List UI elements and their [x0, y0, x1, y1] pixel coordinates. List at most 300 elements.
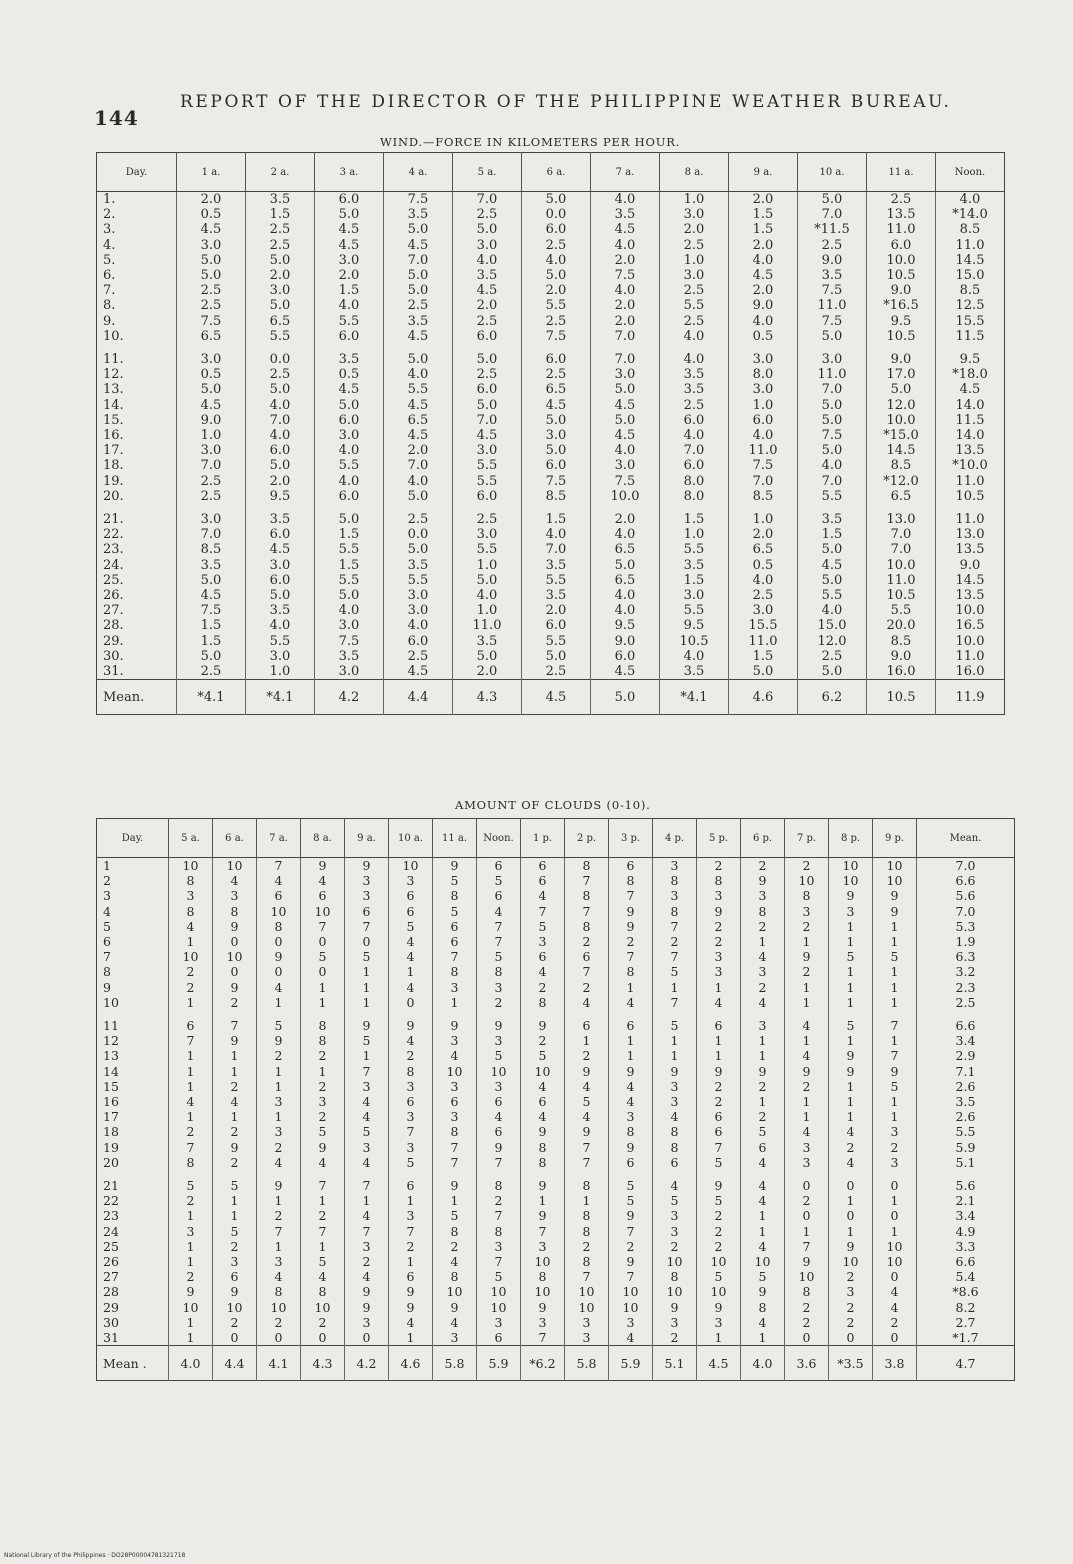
clouds-value-cell: 4 — [301, 1269, 345, 1284]
clouds-value-cell: 8 — [169, 904, 213, 919]
clouds-day-cell: 31 — [97, 1330, 169, 1346]
clouds-value-cell: 1 — [697, 980, 741, 995]
clouds-value-cell: 3 — [433, 1109, 477, 1124]
wind-value-cell: 3.5 — [660, 367, 729, 382]
wind-value-cell: 5.5 — [384, 573, 453, 588]
clouds-value-cell: 9 — [829, 1064, 873, 1079]
wind-mean-cell: 4.2 — [315, 680, 384, 715]
clouds-value-cell: 2 — [741, 980, 785, 995]
wind-value-cell: 7.0 — [798, 382, 867, 397]
clouds-value-cell: 8.2 — [955, 1299, 976, 1315]
clouds-value-cell: 7 — [653, 995, 697, 1010]
clouds-value-cell: 3 — [521, 1239, 565, 1254]
clouds-value-cell: 4 — [741, 1239, 785, 1254]
wind-value-cell: 2.0 — [729, 238, 798, 253]
clouds-value-cell: 6 — [433, 934, 477, 949]
clouds-value-cell: 0 — [873, 1208, 917, 1223]
clouds-value-cell: 5 — [477, 1048, 521, 1063]
wind-value-cell: 3.5 — [453, 268, 522, 283]
clouds-value-cell: 1 — [741, 1208, 785, 1223]
wind-value-cell: 3.5 — [246, 192, 315, 208]
wind-value-cell: 1.5 — [315, 558, 384, 573]
clouds-value-cell: 6 — [477, 888, 521, 903]
wind-value-cell: 7.5 — [798, 314, 867, 329]
wind-value-cell: 3.0 — [246, 558, 315, 573]
wind-value-cell: 1.5 — [729, 222, 798, 237]
wind-value-cell: 3.5 — [453, 634, 522, 649]
clouds-value-cell: 6 — [301, 888, 345, 903]
wind-value-cell: 5.0 — [384, 283, 453, 298]
wind-value-cell: 11.0 — [729, 443, 798, 458]
clouds-value-cell: 10 — [873, 873, 917, 888]
wind-value-cell: 10.5 — [867, 329, 936, 344]
wind-value-cell: 3.0 — [315, 664, 384, 680]
wind-value-cell: 3.0 — [453, 443, 522, 458]
clouds-value-cell: 3 — [653, 1094, 697, 1109]
wind-value-cell: 3.5 — [660, 382, 729, 397]
clouds-value-cell: 6 — [697, 1010, 741, 1033]
clouds-value-cell: 9 — [741, 873, 785, 888]
clouds-value-cell: 9 — [565, 1064, 609, 1079]
clouds-value-cell: 9 — [213, 919, 257, 934]
clouds-value-cell: 9 — [873, 1064, 917, 1079]
clouds-value-cell: 1 — [213, 1064, 257, 1079]
clouds-value-cell: 8 — [741, 1300, 785, 1315]
wind-value-cell: 6.0 — [522, 618, 591, 633]
wind-value-cell: 2.0 — [660, 222, 729, 237]
clouds-value-cell: 6 — [609, 1155, 653, 1170]
wind-value-cell: 2.0 — [315, 268, 384, 283]
wind-value-cell: 9.5 — [959, 352, 981, 368]
wind-value-cell: 4.0 — [591, 443, 660, 458]
clouds-value-cell: 10 — [477, 1284, 521, 1299]
clouds-mean-cell: 5.8 — [433, 1346, 477, 1381]
clouds-value-cell: 1 — [609, 980, 653, 995]
wind-value-cell: 7.5 — [591, 268, 660, 283]
clouds-value-cell: 4 — [697, 995, 741, 1010]
wind-value-cell: 1.0 — [453, 558, 522, 573]
clouds-value-cell: 5 — [213, 1224, 257, 1239]
clouds-value-cell: 2 — [873, 1140, 917, 1155]
wind-row — [97, 382, 1005, 397]
wind-value-cell: 2.0 — [384, 443, 453, 458]
clouds-row — [97, 949, 1015, 964]
wind-value-cell: 4.0 — [660, 344, 729, 367]
clouds-value-cell: 10 — [477, 1300, 521, 1315]
wind-value-cell: 5.0 — [522, 649, 591, 664]
wind-value-cell: 9.0 — [177, 413, 246, 428]
wind-value-cell: 7.0 — [867, 542, 936, 557]
clouds-value-cell: 5 — [301, 949, 345, 964]
clouds-day-cell: 11 — [97, 1010, 169, 1033]
clouds-value-cell: 2 — [785, 964, 829, 979]
wind-value-cell: 4.5 — [384, 329, 453, 344]
clouds-value-cell: 3 — [609, 1109, 653, 1124]
clouds-row — [97, 995, 1015, 1010]
clouds-value-cell: 10 — [829, 873, 873, 888]
clouds-value-cell: 1 — [697, 1033, 741, 1048]
clouds-value-cell: 3 — [433, 1033, 477, 1048]
wind-value-cell: 6.0 — [453, 382, 522, 397]
clouds-value-cell: 7 — [873, 1010, 917, 1033]
wind-value-cell: 2.5 — [177, 474, 246, 489]
clouds-value-cell: 3 — [609, 1315, 653, 1330]
clouds-value-cell: 8 — [565, 1208, 609, 1223]
clouds-value-cell: 8 — [697, 873, 741, 888]
clouds-value-cell: 4 — [389, 949, 433, 964]
clouds-value-cell: 10 — [785, 873, 829, 888]
clouds-value-cell: 5 — [301, 1254, 345, 1269]
wind-row — [97, 558, 1005, 573]
clouds-mean-cell: 5.1 — [653, 1346, 697, 1381]
clouds-value-cell: 4 — [609, 1094, 653, 1109]
clouds-value-cell: 10 — [741, 1254, 785, 1269]
clouds-day-cell: 7 — [97, 949, 169, 964]
clouds-value-cell: 1 — [345, 995, 389, 1010]
clouds-value-cell: 10 — [873, 858, 917, 874]
clouds-value-cell: 1 — [697, 1048, 741, 1063]
clouds-value-cell: 9 — [521, 1010, 565, 1033]
wind-value-cell: 5.0 — [315, 207, 384, 222]
clouds-row — [97, 1094, 1015, 1109]
wind-col-header: Day. — [97, 153, 177, 192]
clouds-value-cell: 7 — [345, 919, 389, 934]
wind-value-cell: 16.5 — [955, 618, 985, 634]
clouds-value-cell: 1 — [829, 1033, 873, 1048]
clouds-value-cell: 2 — [565, 1239, 609, 1254]
clouds-value-cell: 1 — [169, 1239, 213, 1254]
wind-value-cell: 4.0 — [729, 253, 798, 268]
wind-value-cell: 3.0 — [453, 238, 522, 253]
wind-value-cell: 11.0 — [955, 473, 985, 489]
wind-value-cell: 5.0 — [384, 268, 453, 283]
wind-value-cell: 8.5 — [959, 222, 981, 238]
clouds-value-cell: 3 — [565, 1330, 609, 1346]
clouds-value-cell: 1 — [257, 995, 301, 1010]
clouds-value-cell: 9 — [697, 1170, 741, 1193]
clouds-value-cell: 8 — [565, 888, 609, 903]
clouds-day-cell: 18 — [97, 1124, 169, 1139]
wind-row — [97, 428, 1005, 443]
wind-value-cell: 7.0 — [177, 527, 246, 542]
clouds-day-cell: 8 — [97, 964, 169, 979]
clouds-value-cell: 8 — [433, 1124, 477, 1139]
wind-value-cell: 5.0 — [315, 588, 384, 603]
clouds-value-cell: 1 — [873, 1193, 917, 1208]
clouds-value-cell: 2 — [697, 1208, 741, 1223]
clouds-value-cell: 6 — [477, 1330, 521, 1346]
clouds-value-cell: 2 — [785, 1079, 829, 1094]
wind-value-cell: 15.0 — [798, 618, 867, 633]
clouds-value-cell: 8 — [653, 1124, 697, 1139]
wind-value-cell: 5.0 — [798, 664, 867, 680]
wind-value-cell: 6.0 — [522, 222, 591, 237]
wind-row — [97, 298, 1005, 313]
clouds-mean-cell: 4.2 — [345, 1346, 389, 1381]
clouds-value-cell: 4 — [741, 949, 785, 964]
clouds-value-cell: 9 — [873, 888, 917, 903]
wind-col-header: 6 a. — [522, 153, 591, 192]
clouds-value-cell: 2 — [257, 1140, 301, 1155]
clouds-value-cell: 9 — [565, 1124, 609, 1139]
clouds-col-header: 6 p. — [741, 819, 785, 858]
clouds-value-cell: 3.4 — [955, 1208, 976, 1224]
clouds-value-cell: 10 — [653, 1254, 697, 1269]
wind-value-cell: 6.0 — [246, 443, 315, 458]
wind-value-cell: 2.0 — [591, 298, 660, 313]
wind-value-cell: 9.5 — [591, 618, 660, 633]
clouds-value-cell: 9 — [213, 980, 257, 995]
clouds-value-cell: 2 — [829, 1269, 873, 1284]
wind-value-cell: 5.0 — [522, 443, 591, 458]
clouds-value-cell: 7 — [565, 964, 609, 979]
wind-value-cell: 5.0 — [177, 268, 246, 283]
clouds-value-cell: 3 — [697, 949, 741, 964]
wind-value-cell: 6.0 — [384, 634, 453, 649]
clouds-day-cell: 16 — [97, 1094, 169, 1109]
clouds-value-cell: 9 — [345, 1284, 389, 1299]
clouds-value-cell: 9 — [521, 1170, 565, 1193]
wind-value-cell: 5.0 — [591, 413, 660, 428]
clouds-value-cell: 2 — [785, 1193, 829, 1208]
wind-value-cell: 7.0 — [246, 413, 315, 428]
clouds-value-cell: 6 — [389, 888, 433, 903]
clouds-value-cell: 7 — [477, 1254, 521, 1269]
wind-row — [97, 588, 1005, 603]
clouds-value-cell: 4 — [521, 888, 565, 903]
wind-value-cell: 10.0 — [955, 603, 985, 619]
clouds-value-cell: 8 — [169, 873, 213, 888]
wind-value-cell: 3.0 — [522, 428, 591, 443]
clouds-value-cell: 6 — [609, 858, 653, 874]
clouds-value-cell: 1 — [741, 1330, 785, 1346]
clouds-value-cell: 10 — [477, 1064, 521, 1079]
wind-value-cell: 5.5 — [453, 458, 522, 473]
clouds-value-cell: 3 — [477, 1079, 521, 1094]
wind-value-cell: 5.0 — [798, 443, 867, 458]
clouds-value-cell: 1 — [213, 1193, 257, 1208]
clouds-value-cell: 3 — [477, 1315, 521, 1330]
clouds-value-cell: 0 — [873, 1170, 917, 1193]
clouds-value-cell: 1 — [389, 1254, 433, 1269]
wind-value-cell: 5.5 — [660, 542, 729, 557]
clouds-value-cell: 2 — [785, 919, 829, 934]
clouds-value-cell: 1 — [389, 1330, 433, 1346]
clouds-value-cell: 2 — [169, 1269, 213, 1284]
clouds-value-cell: 10 — [609, 1284, 653, 1299]
wind-value-cell: 11.0 — [955, 512, 985, 528]
clouds-value-cell: 3 — [433, 1079, 477, 1094]
wind-mean-cell: *4.1 — [246, 680, 315, 715]
clouds-value-cell: 1 — [345, 980, 389, 995]
clouds-value-cell: 9 — [477, 1140, 521, 1155]
clouds-mean-cell: 4.6 — [389, 1346, 433, 1381]
wind-value-cell: 2.5 — [177, 664, 246, 680]
wind-value-cell: 5.5 — [453, 474, 522, 489]
wind-value-cell: 2.5 — [384, 298, 453, 313]
wind-row — [97, 618, 1005, 633]
clouds-value-cell: 4 — [433, 1048, 477, 1063]
clouds-value-cell: 3 — [433, 1330, 477, 1346]
wind-row — [97, 527, 1005, 542]
clouds-value-cell: 2 — [213, 1239, 257, 1254]
wind-row — [97, 222, 1005, 237]
clouds-value-cell: 4 — [169, 1094, 213, 1109]
clouds-day-cell: 10 — [97, 995, 169, 1010]
clouds-value-cell: 2 — [301, 1208, 345, 1223]
clouds-value-cell: 4.9 — [955, 1223, 976, 1239]
wind-value-cell: 4.5 — [384, 238, 453, 253]
clouds-value-cell: 1 — [257, 1079, 301, 1094]
wind-value-cell: 5.0 — [729, 664, 798, 680]
wind-value-cell: 13.0 — [955, 527, 985, 543]
wind-day-cell: 19. — [97, 474, 177, 489]
clouds-value-cell: 7 — [301, 919, 345, 934]
clouds-mean-cell: *3.5 — [829, 1346, 873, 1381]
wind-value-cell: 2.0 — [246, 268, 315, 283]
clouds-col-header: 11 a. — [433, 819, 477, 858]
wind-value-cell: 4.0 — [384, 474, 453, 489]
clouds-value-cell: 5 — [433, 873, 477, 888]
wind-day-cell: 16. — [97, 428, 177, 443]
clouds-value-cell: 5 — [653, 1010, 697, 1033]
wind-value-cell: 7.0 — [591, 344, 660, 367]
clouds-value-cell: 3 — [741, 888, 785, 903]
clouds-value-cell: 9 — [301, 1140, 345, 1155]
clouds-row — [97, 1033, 1015, 1048]
clouds-value-cell: 4 — [829, 1155, 873, 1170]
wind-value-cell: 3.0 — [729, 344, 798, 367]
clouds-value-cell: 5 — [213, 1170, 257, 1193]
clouds-value-cell: 9 — [169, 1284, 213, 1299]
clouds-value-cell: 4 — [785, 1010, 829, 1033]
wind-value-cell: 4.0 — [384, 618, 453, 633]
wind-value-cell: 7.5 — [177, 603, 246, 618]
clouds-value-cell: 2 — [565, 1048, 609, 1063]
wind-force-table — [96, 152, 1005, 715]
clouds-value-cell: 2 — [213, 995, 257, 1010]
clouds-value-cell: 5 — [741, 1269, 785, 1284]
clouds-value-cell: 8 — [565, 858, 609, 874]
clouds-value-cell: 3 — [389, 1208, 433, 1223]
wind-value-cell: 5.0 — [246, 253, 315, 268]
clouds-value-cell: 9 — [433, 1300, 477, 1315]
wind-value-cell: 4.0 — [522, 527, 591, 542]
clouds-mean-cell: 5.8 — [565, 1346, 609, 1381]
clouds-value-cell: 3 — [301, 1094, 345, 1109]
clouds-value-cell: 2 — [741, 858, 785, 874]
wind-value-cell: 3.5 — [177, 558, 246, 573]
wind-value-cell: 9.0 — [867, 283, 936, 298]
clouds-value-cell: 0 — [257, 1330, 301, 1346]
clouds-value-cell: 1 — [169, 1330, 213, 1346]
clouds-value-cell: 7 — [565, 873, 609, 888]
clouds-row — [97, 964, 1015, 979]
clouds-value-cell: 8 — [609, 1124, 653, 1139]
clouds-value-cell: 2 — [873, 1315, 917, 1330]
clouds-value-cell: 8 — [785, 888, 829, 903]
clouds-value-cell: 4 — [521, 1079, 565, 1094]
clouds-value-cell: 2 — [565, 980, 609, 995]
clouds-mean-label: Mean . — [97, 1346, 169, 1381]
wind-mean-cell: 4.5 — [522, 680, 591, 715]
wind-value-cell: 3.0 — [315, 253, 384, 268]
clouds-value-cell: 6 — [169, 1010, 213, 1033]
wind-value-cell: 5.0 — [246, 588, 315, 603]
clouds-value-cell: 6 — [433, 1094, 477, 1109]
wind-value-cell: 2.0 — [177, 192, 246, 208]
wind-value-cell: 2.5 — [177, 489, 246, 504]
wind-value-cell: 9.0 — [867, 344, 936, 367]
clouds-value-cell: 1 — [829, 1079, 873, 1094]
clouds-value-cell: 1 — [829, 1094, 873, 1109]
clouds-value-cell: 9 — [829, 888, 873, 903]
clouds-value-cell: 9 — [609, 1208, 653, 1223]
clouds-value-cell: 3 — [477, 980, 521, 995]
clouds-value-cell: 10 — [829, 858, 873, 874]
clouds-row — [97, 1010, 1015, 1033]
wind-value-cell: 1.5 — [729, 649, 798, 664]
clouds-value-cell: 10 — [521, 1284, 565, 1299]
clouds-value-cell: 10 — [433, 1064, 477, 1079]
clouds-value-cell: 7 — [521, 1330, 565, 1346]
clouds-value-cell: 4 — [565, 995, 609, 1010]
clouds-value-cell: 8 — [609, 873, 653, 888]
wind-col-header: 4 a. — [384, 153, 453, 192]
wind-value-cell: 2.0 — [729, 283, 798, 298]
wind-row — [97, 329, 1005, 344]
clouds-value-cell: 3 — [653, 1079, 697, 1094]
clouds-value-cell: 0 — [829, 1170, 873, 1193]
clouds-day-cell: 27 — [97, 1269, 169, 1284]
clouds-value-cell: 4 — [213, 873, 257, 888]
wind-value-cell: 11.0 — [867, 573, 936, 588]
wind-value-cell: 4.0 — [660, 649, 729, 664]
clouds-value-cell: 9 — [785, 1254, 829, 1269]
wind-value-cell: 7.0 — [867, 527, 936, 542]
clouds-value-cell: 1 — [785, 995, 829, 1010]
clouds-value-cell: 3 — [169, 1224, 213, 1239]
wind-value-cell: 5.0 — [177, 573, 246, 588]
clouds-mean-cell: 4.7 — [917, 1346, 1015, 1381]
clouds-value-cell: 2.5 — [955, 994, 976, 1010]
clouds-value-cell: 2.1 — [955, 1193, 976, 1209]
clouds-value-cell: 9 — [609, 1140, 653, 1155]
clouds-value-cell: 3 — [741, 1010, 785, 1033]
clouds-value-cell: 6 — [477, 1094, 521, 1109]
clouds-value-cell: 1 — [213, 1109, 257, 1124]
clouds-value-cell: 2 — [521, 980, 565, 995]
clouds-value-cell: 5 — [741, 1124, 785, 1139]
wind-col-header: 5 a. — [453, 153, 522, 192]
clouds-value-cell: 8 — [257, 1284, 301, 1299]
wind-value-cell: 1.0 — [729, 398, 798, 413]
wind-value-cell: 5.0 — [315, 504, 384, 527]
wind-day-cell: 11. — [97, 344, 177, 367]
clouds-value-cell: 8 — [433, 1224, 477, 1239]
clouds-value-cell: 4 — [477, 1109, 521, 1124]
wind-value-cell: 4.5 — [591, 222, 660, 237]
clouds-value-cell: 5.5 — [955, 1124, 976, 1140]
clouds-day-cell: 22 — [97, 1193, 169, 1208]
wind-value-cell: 3.0 — [315, 428, 384, 443]
wind-col-header: 9 a. — [729, 153, 798, 192]
clouds-value-cell: 8 — [521, 1269, 565, 1284]
wind-value-cell: 2.5 — [522, 238, 591, 253]
wind-value-cell: 10.5 — [867, 588, 936, 603]
wind-col-header: 8 a. — [660, 153, 729, 192]
clouds-value-cell: 10 — [257, 1300, 301, 1315]
